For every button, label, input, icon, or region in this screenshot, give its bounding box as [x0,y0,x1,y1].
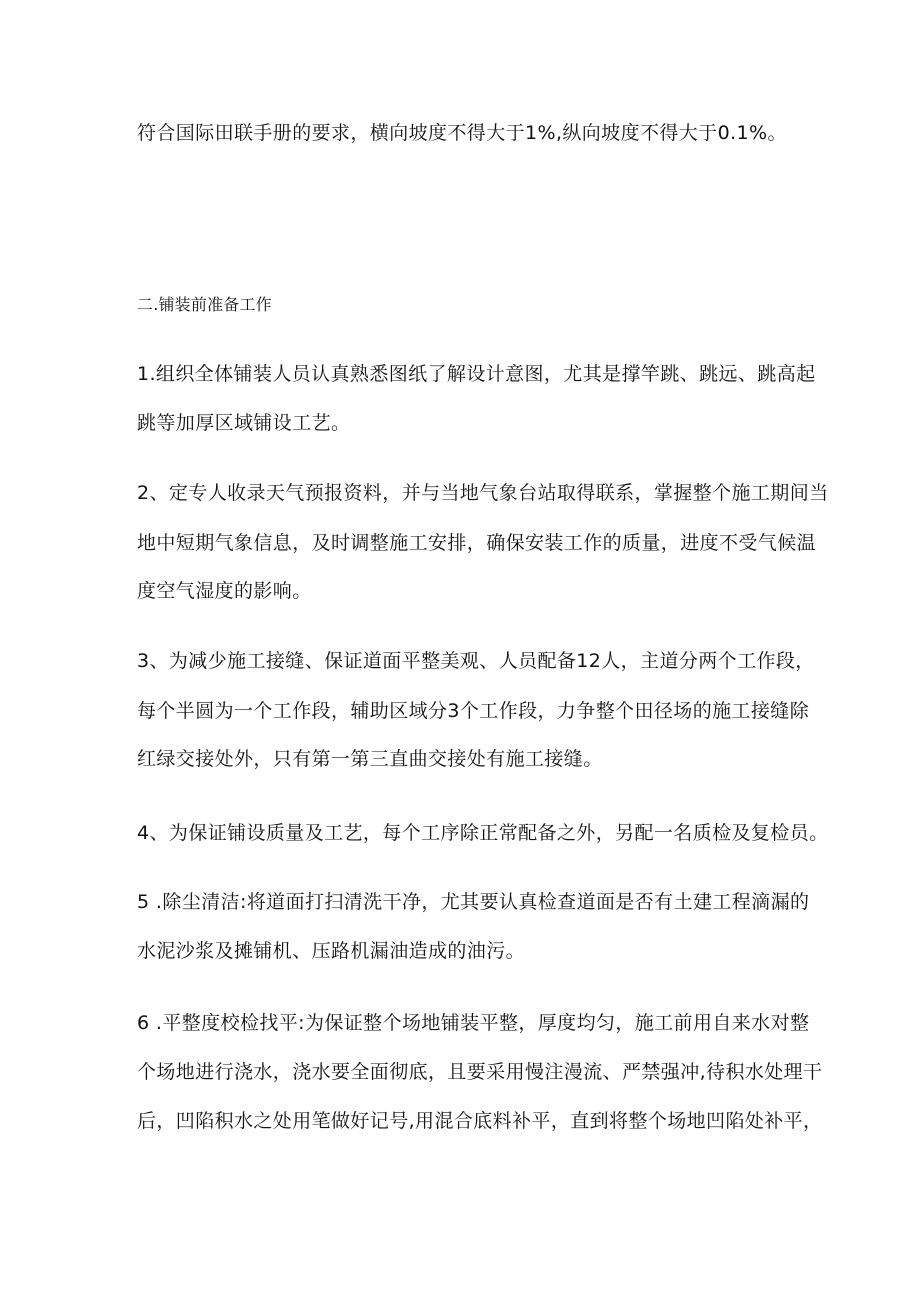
item-3-line-3: 红绿交接处外，只有第一第三直曲交接处有施工接缝。 [137,748,603,770]
item-3-line-1: 3、为减少施工接缝、保证道面平整美观、人员配备12人，主道分两个工作段， [137,650,815,672]
item-5-line-2: 水泥沙浆及摊铺机、压路机漏油造成的油污。 [137,940,526,962]
item-4-line-1: 4、为保证铺设质量及工艺，每个工序除正常配备之外，另配一名质检及复检员。 [137,822,829,844]
item-2-line-1: 2、定专人收录天气预报资料，并与当地气象台站取得联系，掌握整个施工期间当 [137,482,829,504]
section-heading: 二.铺装前准备工作 [137,295,272,314]
item-1-line-1: 1.组织全体铺装人员认真熟悉图纸了解设计意图，尤其是撑竿跳、跳远、跳高起 [137,363,816,385]
item-5-line-1: 5 .除尘清洁:将道面打扫清洗干净，尤其要认真检查道面是否有土建工程滴漏的 [137,891,810,913]
item-6-line-1: 6 .平整度校检找平:为保证整个场地铺装平整，厚度均匀，施工前用自来水对整 [137,1012,810,1034]
item-3-line-2: 每个半圆为一个工作段，辅助区域分3个工作段，力争整个田径场的施工接缝除 [137,700,810,722]
item-2-line-2: 地中短期气象信息，及时调整施工安排，确保安装工作的质量，进度不受气候温 [137,532,817,554]
item-6-line-2: 个场地进行浇水，浇水要全面彻底，且要采用慢注漫流、严禁强冲,待积水处理干 [137,1061,823,1083]
item-6-line-3: 后，凹陷积水之处用笔做好记号,用混合底料补平，直到将整个场地凹陷处补平， [137,1110,823,1132]
item-1-line-2: 跳等加厚区域铺设工艺。 [137,412,351,434]
intro-line: 符合国际田联手册的要求，横向坡度不得大于1%,纵向坡度不得大于0.1%。 [137,122,787,144]
item-2-line-3: 度空气湿度的影响。 [137,580,312,602]
